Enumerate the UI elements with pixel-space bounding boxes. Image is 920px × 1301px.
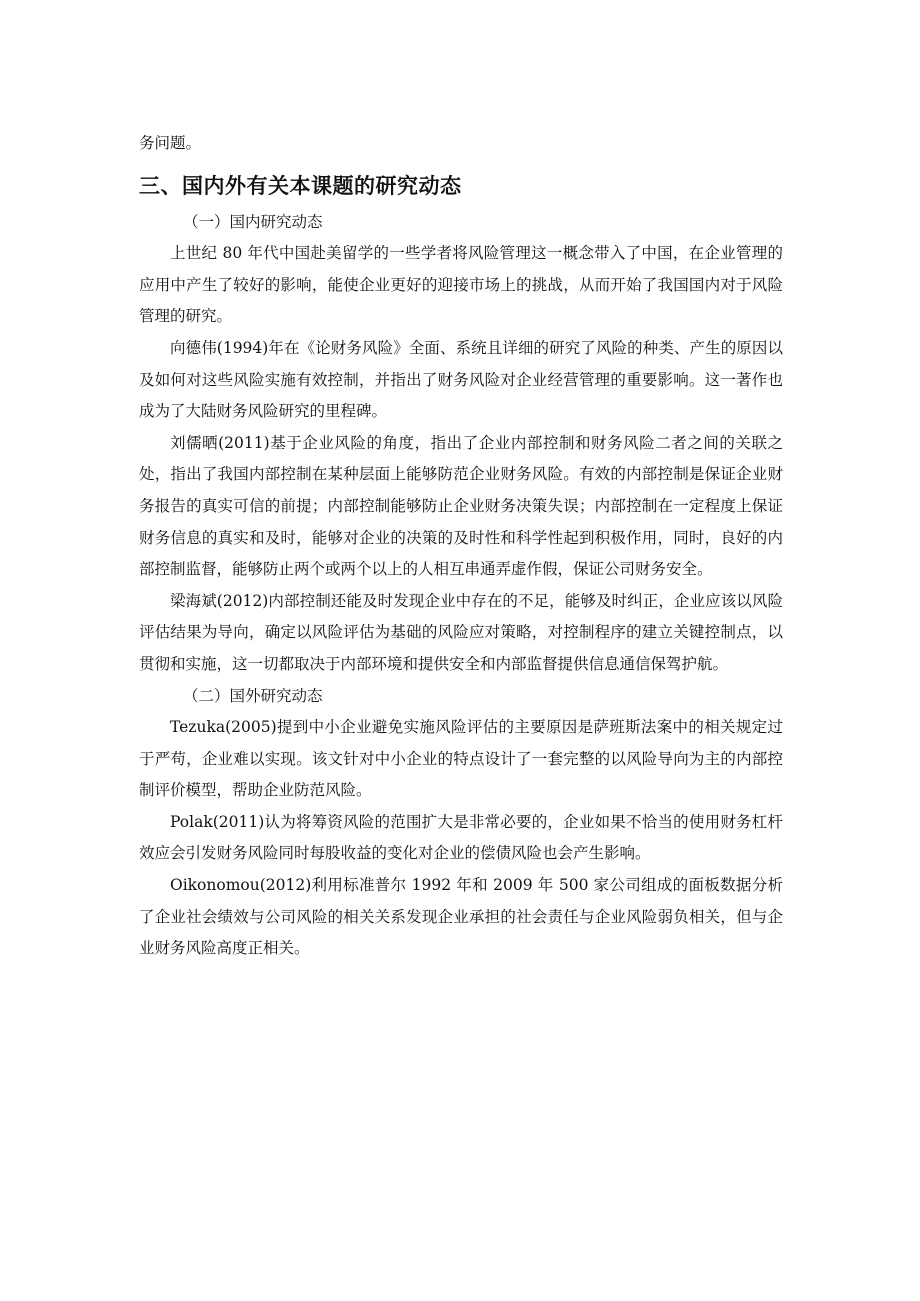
subsection-title-foreign: （二）国外研究动态 [183, 686, 323, 705]
paragraph: Polak(2011)认为将筹资风险的范围扩大是非常必要的，企业如果不恰当的使用财务杠杆效应会引发财务风险同时每股收益的变化对企业的偿债风险也会产生影响。 [139, 812, 783, 863]
subsection-title-domestic: （一）国内研究动态 [183, 212, 323, 231]
paragraph: 梁海斌(2012)内部控制还能及时发现企业中存在的不足，能够及时纠正，企业应该以风险评估结果为导向，确定以风险评估为基础的风险应对策略，对控制程序的建立关键控制点，以贯彻和实施，这一切都取决于内部环境和提供安全和内部监督提供信息通信保驾护航。 [139, 591, 783, 673]
paragraph: 上世纪 80 年代中国赴美留学的一些学者将风险管理这一概念带入了中国，在企业管理的应用中产生了较好的影响，能使企业更好的迎接市场上的挑战，从而开始了我国国内对于风险管理的研究。 [139, 244, 783, 326]
paragraph: Tezuka(2005)提到中小企业避免实施风险评估的主要原因是萨班斯法案中的相关规定过于严苟，企业难以实现。该文针对中小企业的特点设计了一套完整的以风险导向为主的内部控制评价模型，帮助企业防范风险。 [139, 718, 783, 800]
paragraph: Oikonomou(2012)利用标准普尔 1992 年和 2009 年 500 家公司组成的面板数据分析了企业社会绩效与公司风险的相关关系发现企业承担的社会责任与企业风险弱负相关，但与企业财务风险高度正相关。 [139, 876, 783, 958]
paragraph: 向德伟(1994)年在《论财务风险》全面、系统且详细的研究了风险的种类、产生的原因以及如何对这些风险实施有效控制，并指出了财务风险对企业经营管理的重要影响。这一著作也成为了大陆财务风险研究的里程碑。 [139, 338, 783, 421]
document-body [139, 128, 783, 965]
section-title: 三、国内外有关本课题的研究动态 [139, 173, 462, 198]
paragraph: 刘儒晒(2011)基于企业风险的角度，指出了企业内部控制和财务风险二者之间的关联之处，指出了我国内部控制在某种层面上能够防范企业财务风险。有效的内部控制是保证企业财务报告的真实可信的前提；内部控制能够防止企业财务决策失误；内部控制在一定程度上保证财务信息的真实和及时，能够对企业的决策的及时性和科学性起到积极作用，同时，良好的内部控制监督，能够防止两个或两个以上的人相互串通弄虚作假，保证公司财务安全。 [139, 433, 783, 579]
continuation-text: 务问题。 [139, 134, 202, 152]
